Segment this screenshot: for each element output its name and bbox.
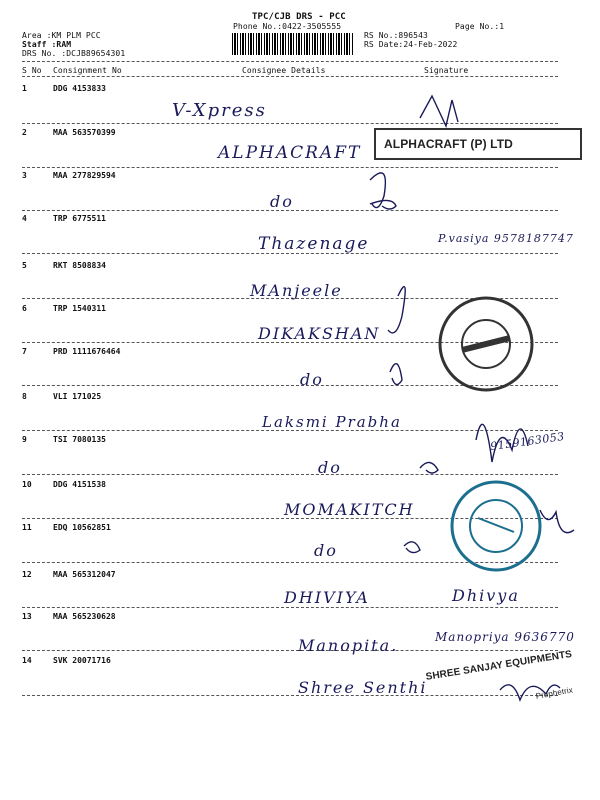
row-number: 14: [22, 656, 32, 665]
handwritten-consignee: Manopita.: [298, 636, 399, 655]
row-number: 11: [22, 523, 32, 532]
handwritten-consignee: ALPHACRAFT: [218, 143, 362, 163]
row-number: 6: [22, 304, 27, 313]
handwritten-consignee: DIKAKSHAN: [258, 324, 381, 343]
col-header-consignee: Consignee Details: [242, 66, 326, 75]
consignment-number: RKT 8508834: [53, 261, 106, 270]
handwritten-phone: 9159163053: [489, 429, 566, 454]
handwritten-consignee: Thazenage: [258, 234, 370, 254]
consignment-number: MAA 565312047: [53, 570, 116, 579]
handwritten-consignee: V-Xpress: [172, 100, 267, 121]
col-header-consignment: Consignment No: [53, 66, 122, 75]
handwritten-ditto: do: [270, 192, 294, 211]
company-stamp-text: ALPHACRAFT (P) LTD: [384, 137, 513, 151]
handwritten-signature-name: Dhivya: [452, 586, 520, 605]
consignment-number: TSI 7080135: [53, 435, 106, 444]
consignment-number: EDQ 10562851: [53, 523, 111, 532]
area-label: Area :KM PLM PCC: [22, 31, 101, 40]
row-number: 7: [22, 347, 27, 356]
consignment-number: SVK 20071716: [53, 656, 111, 665]
rs-date: RS Date:24-Feb-2022: [364, 40, 458, 49]
consignment-number: PRD 1111676464: [53, 347, 121, 356]
drs-number: DRS No. :DCJB89654301: [22, 49, 126, 58]
handwritten-consignee: DHIVIYA: [284, 588, 370, 607]
handwritten-consignee: Shree Senthi: [298, 678, 428, 697]
rs-number: RS No.:896543: [364, 31, 428, 40]
handwritten-ditto: do: [300, 370, 324, 389]
handwritten-ditto: do: [318, 458, 342, 477]
company-stamp-text: Prophetrix: [535, 685, 574, 701]
row-number: 12: [22, 570, 32, 579]
row-number: 13: [22, 612, 32, 621]
consignment-number: DDG 4151538: [53, 480, 106, 489]
handwritten-consignee: MAnjeele: [250, 281, 343, 300]
handwritten-consignee: MOMAKITCH: [284, 500, 415, 519]
handwritten-consignee: Laksmi Prabha: [262, 413, 402, 431]
company-stamp: [374, 128, 582, 160]
consignment-number: MAA 277829594: [53, 171, 116, 180]
col-header-signature: Signature: [424, 66, 469, 75]
round-seal-stamp-blue: [448, 478, 568, 598]
consignment-number: VLI 171025: [53, 392, 102, 401]
consignment-number: MAA 565230628: [53, 612, 116, 621]
company-stamp-text: SHREE SANJAY EQUIPMENTS: [425, 648, 573, 683]
phone-number: Phone No.:0422-3505555: [233, 22, 342, 31]
row-number: 10: [22, 480, 32, 489]
handwritten-signature-name: Manopriya 9636770: [435, 630, 575, 644]
round-seal-stamp: [436, 294, 556, 414]
row-number: 3: [22, 171, 27, 180]
handwritten-ditto: do: [314, 541, 338, 560]
row-number: 8: [22, 392, 27, 401]
row-number: 4: [22, 214, 27, 223]
consignment-number: TRP 1540311: [53, 304, 106, 313]
row-number: 1: [22, 84, 27, 93]
row-number: 2: [22, 128, 27, 137]
row-number: 9: [22, 435, 27, 444]
sheet-title: TPC/CJB DRS - PCC: [252, 12, 346, 22]
consignment-number: MAA 563570399: [53, 128, 116, 137]
col-header-sno: S No: [22, 66, 42, 75]
consignment-number: TRP 6775511: [53, 214, 106, 223]
page-number: Page No.:1: [455, 22, 505, 31]
row-number: 5: [22, 261, 27, 270]
staff-label: Staff :RAM: [22, 40, 72, 49]
handwritten-phone: P.vasiya 9578187747: [438, 232, 574, 245]
consignment-number: DDG 4153833: [53, 84, 106, 93]
